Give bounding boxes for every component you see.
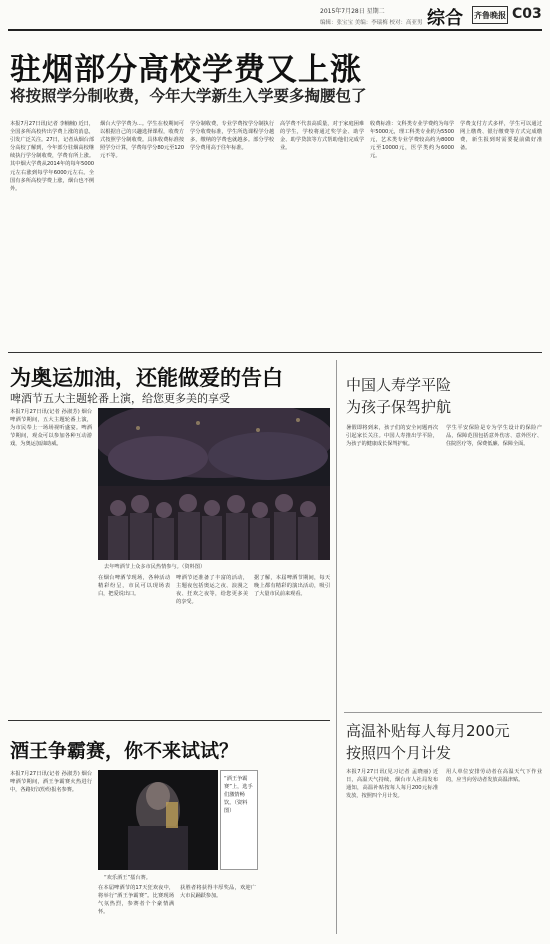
beer-king-photo <box>98 770 218 870</box>
beer-king-column-3: 获胜者将获得丰厚奖品，欢迎广大市民踊跃参加。 <box>180 885 256 900</box>
column-divider <box>336 360 337 934</box>
headline-heat-subsidy: 高温补贴每人每月200元 <box>346 722 510 740</box>
story-divider <box>344 712 542 713</box>
headline-insurance-2: 为孩子保驾护航 <box>346 398 452 416</box>
subsidy-column-1: 本报7月27日讯(见习记者 孟晓丽) 近日，高温天气持续，烟台市人社局发布通知，高温补贴按每人每月200元标准发放，按照四个月计发。 <box>346 769 438 800</box>
section-title: 综合 <box>427 8 463 29</box>
beer-column-2: 在烟台啤酒节现场，各种活动精彩纷呈，市民可以现场表白，把爱说出口。 <box>98 575 170 598</box>
beer-column-3: 啤酒节还准备了丰富的活动，主题夜包括奥运之夜、浪漫之夜、狂欢之夜等，给您更多美的享受。 <box>176 575 248 606</box>
headline-beer-king: 酒王争霸赛，你不来试试？ <box>10 740 239 762</box>
beer-king-photo-caption: “欢乐酒王”擂台赛。 <box>104 875 151 881</box>
headline-tuition: 驻烟部分高校学费又上涨 <box>10 52 362 88</box>
subheadline-tuition: 将按照学分制收费，今年大学新生入学要多掏腰包了 <box>10 87 367 105</box>
tuition-column-1: 本报7月27日讯(记者 李楠楠) 近日，全国多所高校传出学费上涨的消息，引发广泛关注。27日，记者从烟台部分高校了解到，今年部分驻烟高校继续执行学分制收费，学费有所上涨。其中烟大学费从2014年的每年5000元左右涨到每学年6000元左右。全国有多所高校学费上涨，烟台也不例外。 <box>10 121 94 192</box>
tuition-column-3: 学分制收费，专业学费按学分制执行学分收费标准，学生所选课程学分越多，缴纳的学费也就越多。部分学校学分费用高于往年标准。 <box>190 121 274 152</box>
beer-king-column-1: 本报7月27日讯(记者 孙淑芳) 烟台啤酒节期间，酒王争霸赛火热进行中，各路好汉纷纷报名参赛。 <box>10 771 92 794</box>
tuition-column-6: 学费支付方式多样，学生可以通过网上缴费、银行缴费等方式完成缴费，新生报到时需要提前做好准备。 <box>460 121 542 152</box>
headline-heat-subsidy-2: 按照四个月计发 <box>346 744 452 762</box>
beer-column-1: 本报7月27日讯(记者 孙淑芳) 烟台啤酒节期间，五大主题轮番上演，为市民奉上一场场视听盛宴。啤酒节期间，观众可以参加各种互动游戏，为奥运加油助威。 <box>10 409 92 448</box>
tuition-column-4: 高学费不代表高质量，对于家庭困难的学生，学校将通过奖学金、助学金、助学贷款等方式帮助他们完成学业。 <box>280 121 364 152</box>
insurance-column-2: 学生平安保险是专为学生设计的保险产品，保障范围包括意外伤害、意外医疗、住院医疗等，保费低廉、保障全面。 <box>446 425 542 448</box>
page-number: C03 <box>512 6 542 22</box>
tuition-column-2: 烟台大学学费为...。学生在校期间可以根据自己的兴趣选择课程，收费方式按照学分制收费。具体收费标准按照学分计算，学费每学分80元至120元不等。 <box>100 121 184 160</box>
subheadline-beer-festival: 啤酒节五大主题轮番上演，给您更多美的享受 <box>10 392 230 405</box>
crowd-image-icon <box>98 408 330 560</box>
beer-king-column-2: 在本届啤酒节的17天狂欢夜中，将举行“酒王争霸赛”。比赛现场气氛热烈，参赛者个个豪情满怀。 <box>98 885 174 916</box>
newspaper-masthead-icon: 齐鲁晚报 <box>472 6 508 24</box>
story-divider <box>8 720 330 721</box>
headline-beer-festival: 为奥运加油，还能做爱的告白 <box>10 366 283 390</box>
headline-insurance: 中国人寿学平险 <box>346 376 452 394</box>
staff-line: 编辑：张宝宝 美编：李瑞梅 校对：高亚男 <box>320 20 423 26</box>
header-rule <box>8 29 542 31</box>
tuition-column-5: 收费标准：文科类专业学费约为每学年5000元，理工科类专业约为5500元，艺术类专业学费较高约为8000元至10000元，医学类约为6000元。 <box>370 121 454 160</box>
beer-festival-photo <box>98 408 330 560</box>
issue-date: 2015年7月28日 星期二 <box>320 8 385 15</box>
insurance-column-1: 暑假即将到来，孩子们的安全问题再次引起家长关注。中国人寿推出学平险，为孩子的健康成长保驾护航。 <box>346 425 438 448</box>
beer-king-photo-label: “酒王争霸赛”上，选手们激情畅饮。（资料图） <box>220 770 258 870</box>
beer-photo-caption: 去年啤酒节上众多市民热情参与。（资料图） <box>104 564 206 570</box>
story-divider <box>8 352 542 353</box>
contestant-image-icon <box>98 770 218 870</box>
subsidy-column-2: 用人单位安排劳动者在高温天气下作业的，应当向劳动者发放高温津贴。 <box>446 769 542 784</box>
beer-column-4: 据了解，本届啤酒节期间，每天晚上都有精彩的演出活动，吸引了大量市民前来观看。 <box>254 575 330 598</box>
